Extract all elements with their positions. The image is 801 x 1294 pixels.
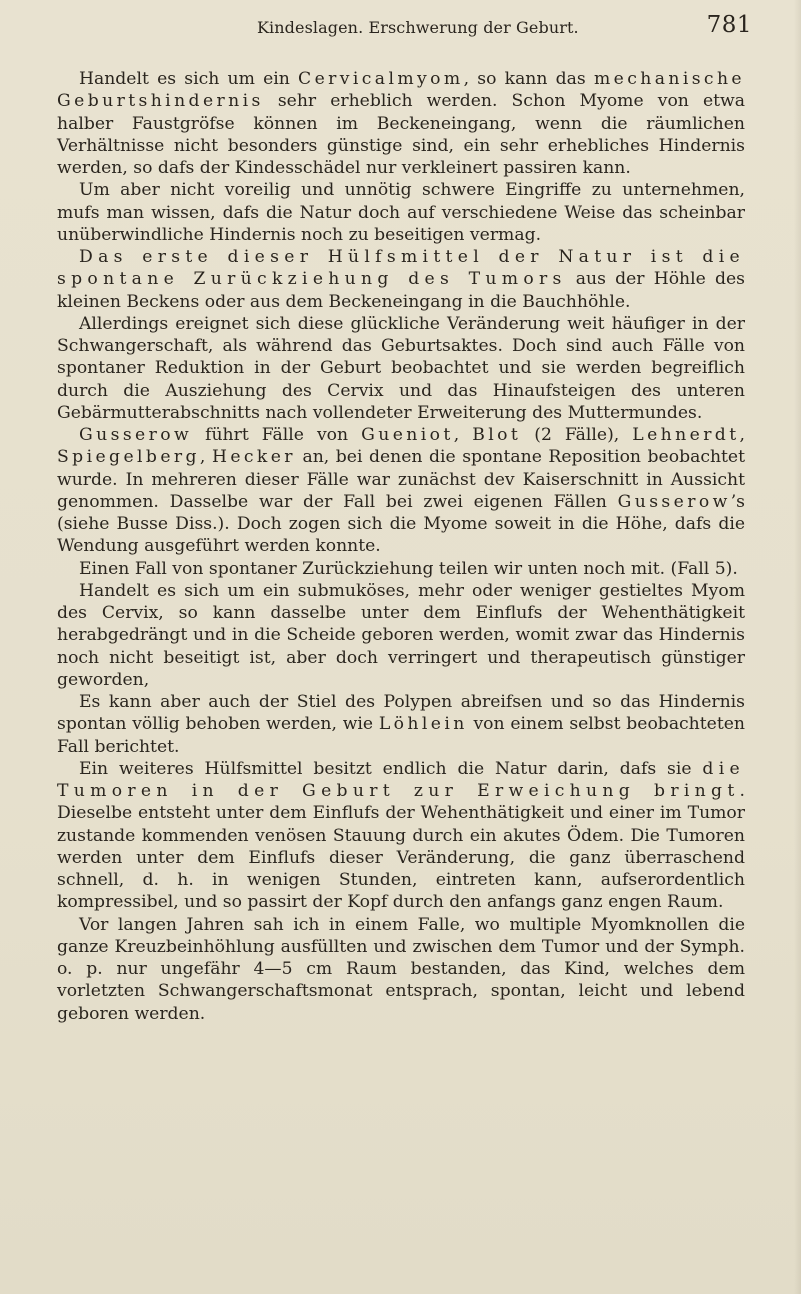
paragraph-4: Allerdings ereignet sich diese glückliche Veränderung weit häufiger in der Schwangerschaft, als während das Geburtsaktes. Doch sind auch Fälle von spontaner Reduktion in der Geburt beobachtet und sie werden begreiflich durch die Ausziehung des Cervix und das Hinaufsteigen des unteren Gebärmutterabschnitts nach vollendeter Erweiterung des Muttermundes. (57, 313, 745, 423)
text-span: Es kann aber auch der Stiel des Polypen abreifsen und so das Hindernis spontan völlig behoben werden, wie (57, 692, 745, 735)
text-span: , so kann das (463, 69, 594, 89)
text-span: Ein weiteres Hülfsmittel besitzt endlich die Natur darin, dafs sie (79, 758, 703, 779)
text-span: an, bei denen die spontane Reposition beobachtet wurde. In mehreren dieser Fälle war zunächst dev Kaiserschnitt in Aussicht genommen. Dasselbe war der Fall bei zwei eigenen Fällen (57, 447, 745, 512)
text-span: ’s (siehe Busse Diss.). Doch zogen sich die Myome soweit in die Höhe, dafs die Wendung ausgeführt werden konnte. (57, 491, 745, 557)
emphasis-cervicalmyom: Cervicalmyom (298, 69, 464, 89)
author-name: Gusserow (617, 491, 731, 512)
paragraph-3 (57, 246, 745, 313)
text-span: , (199, 447, 212, 468)
text-span: Handelt es sich um ein (79, 69, 299, 89)
author-name: Spiegelberg (57, 447, 200, 468)
paragraph-2: Um aber nicht voreilig und unnötig schwere Eingriffe zu unternehmen, mufs man wissen, dafs die Natur doch auf verschiedene Weise das scheinbar unüberwindliche Hindernis noch zu beseitigen vermag. (57, 180, 745, 245)
page-edge-shadow (794, 0, 801, 1294)
text-span: , (453, 425, 473, 445)
text-span: sehr erheblich werden. Schon Myome von etwa halber Faustgröfse können im Beckeneingang, wenn die räumlichen Verhältnisse nicht besonders günstige sind, ein sehr erhebliches Hindernis werden, so dafs der Kindesschädel nur verkleinert passiren kann. (57, 91, 745, 178)
text-span: von einem selbst beobachteten Fall berichtet. (57, 714, 745, 757)
text-span: aus der Höhle des kleinen Beckens oder aus dem Beckeneingang in die Bauchhöhle. (57, 269, 745, 312)
page-number: 781 (706, 12, 752, 38)
paragraph-6: Einen Fall von spontaner Zurückziehung teilen wir unten noch mit. (Fall 5). (79, 558, 738, 579)
running-title: Kindeslagen. Erschwerung der Geburt. (257, 18, 579, 37)
paragraph-7: Handelt es sich um ein submuköses, mehr oder weniger gestieltes Myom des Cervix, so kann dasselbe unter dem Einflufs der Wehenthätigkeit herabgedrängt und in die Scheide geboren werden, womit zwar das Hindernis noch nicht beseitigt ist, aber doch verringert und therapeutisch günstiger geworden, (57, 580, 745, 690)
author-name: Gusserow (79, 425, 193, 445)
text-span: führt Fälle von (192, 425, 362, 445)
text-span: . Dieselbe entsteht unter dem Einflufs der Wehenthätigkeit und einer im Tumor zustande kommenden venösen Stauung durch ein akutes Ödem. Die Tumoren werden unter dem Einflufs dieser Veränderung, die ganz überraschend schnell, d. h. in wenigen Stunden, eintreten kann, aufserordentlich kompressibel, und so passirt der Kopf durch den anfangs ganz engen Raum. (57, 781, 745, 913)
author-name: Gueniot (361, 425, 454, 445)
text-span: , (739, 425, 745, 445)
author-name: Lehnerdt (632, 425, 740, 445)
paragraph-5 (57, 424, 745, 558)
emphasis-geburtshindernis: mechanische Geburtshindernis (57, 69, 746, 112)
paragraph-10: Vor langen Jahren sah ich in einem Falle, wo multiple Myomknollen die ganze Kreuzbeinhöhlung ausfüllten und zwischen dem Tumor und der Symph. o. p. nur ungefähr 4—5 cm Raum bestanden, das Kind, welches dem vorletzten Schwangerschaftsmonat entsprach, spontan, leicht und lebend geboren werden. (57, 914, 745, 1024)
author-name: Hecker (211, 447, 296, 468)
text-span: (2 Fälle), (521, 425, 633, 445)
paragraph-9 (57, 758, 745, 914)
paragraph-1 (57, 68, 745, 179)
paragraph-8 (57, 691, 745, 758)
author-name: Blot (472, 425, 522, 445)
body-text (57, 68, 745, 1025)
emphasis-erweichung: die Tumoren in der Geburt zur Erweichung bringt (57, 758, 745, 801)
running-head (0, 8, 801, 42)
author-name: Löhlein (378, 714, 468, 735)
emphasis-zurueckziehung: Das erste dieser Hülfsmittel der Natur ist die spontane Zurückziehung des Tumors (57, 247, 745, 290)
